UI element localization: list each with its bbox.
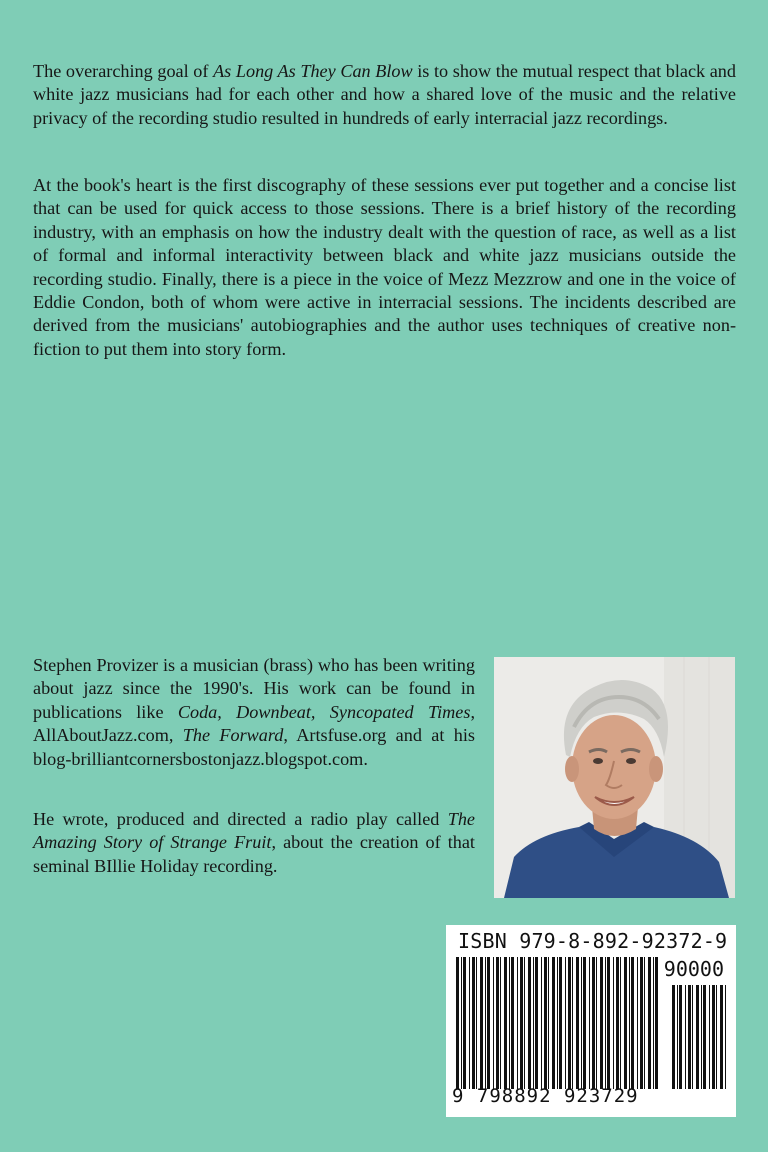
price-code: 90000 [663, 957, 724, 981]
author-bio-paragraph-1: Stephen Provizer is a musician (brass) who has been writing about jazz since the 1990's. His work can be found in publications like Coda, Downbeat, Syncopated Times, AllAboutJazz.com, The Forward, Artsfuse.org and at his blog-brilliantcornersbostonjazz.blogspot.com. [33, 655, 475, 769]
description-paragraph-1: The overarching goal of As Long As They Can Blow is to show the mutual respect that black and white jazz musicians had for each other and how a shared love of the music and the relative privacy of the recording studio resulted in hundreds of early interracial jazz recordings. [33, 61, 736, 128]
author-portrait-icon [494, 657, 735, 898]
barcode-digits: 9 798892 923729 [452, 1085, 639, 1107]
description-paragraph-2: At the book's heart is the first discography of these sessions ever put together and a concise list that can be used for quick access to those sessions. There is a brief history of the recording industry, with an emphasis on how the industry dealt with the question of race, as well as a list of formal and informal interactivity between black and white jazz musicians outside the recording studio. Finally, there is a piece in the voice of Mezz Mezzrow and one in the voice of Eddie Condon, both of whom were active in interracial sessions. The incidents described are derived from the musicians' autobiographies and the author uses techniques of creative non-fiction to put them into story form. [33, 175, 736, 359]
isbn-number: ISBN 979-8-892-92372-9 [458, 929, 728, 953]
author-bio-paragraph-2: He wrote, produced and directed a radio play called The Amazing Story of Strange Fruit, about the creation of that seminal BIllie Holiday recording. [33, 809, 475, 876]
author-photo [494, 657, 735, 898]
isbn-barcode [446, 925, 736, 1117]
